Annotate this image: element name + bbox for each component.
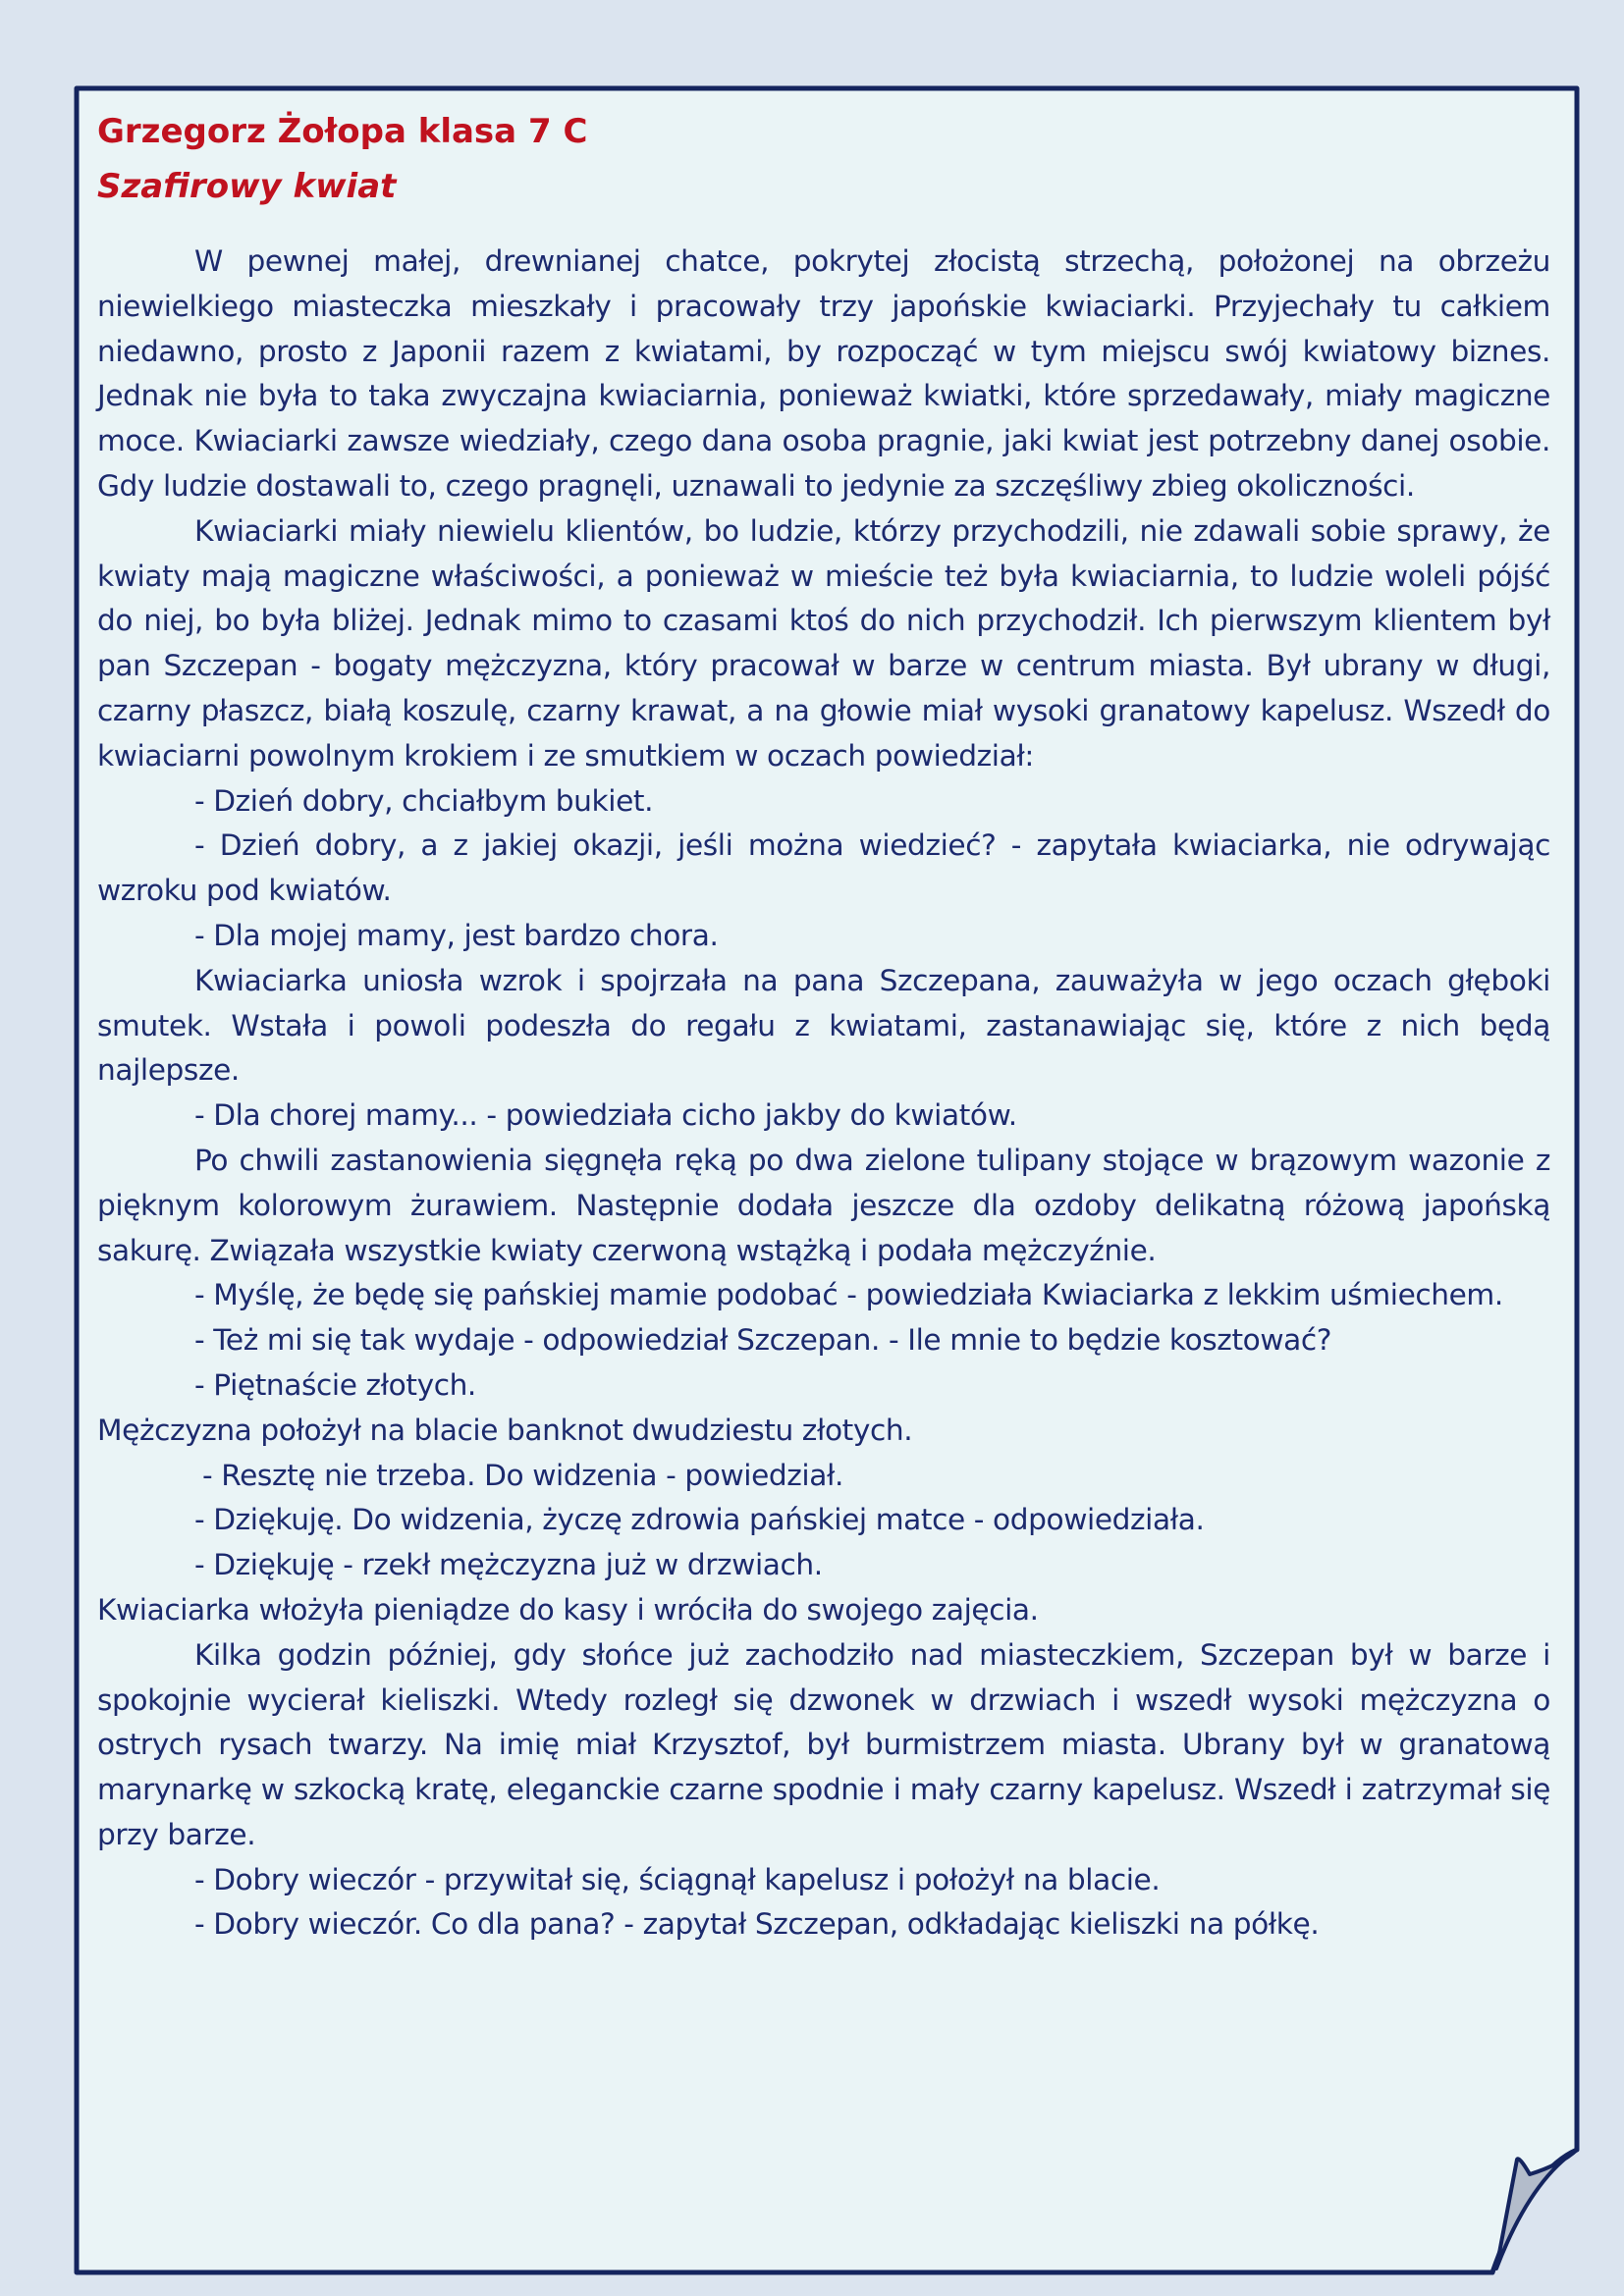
dialogue-line: - Dzień dobry, chciałbym bukiet. [194,783,654,818]
paragraph: Kwiaciarka uniosła wzrok i spojrzała na pana Szczepana, zauważyła w jego oczach głęboki smutek. Wstała i powoli podeszła do regału z kwiatami, zastanawiając się, które z nich będą najlepsze. [97,963,1550,1088]
dialogue-line: - Dobry wieczór - przywitał się, ściągnął kapelusz i położył na blacie. [194,1862,1161,1896]
dialogue-line: - Piętnaście złotych. [194,1367,476,1402]
dialogue-line: - Dziękuję - rzekł mężczyzna już w drzwiach. [194,1548,823,1582]
paragraph: W pewnej małej, drewnianej chatce, pokrytej złocistą strzechą, położonej na obrzeżu niewielkiego miasteczka mieszkały i pracowały trzy japońskie kwiaciarki. Przyjechały tu całkiem niedawno, prosto z Japonii razem z kwiatami, by rozpocząć w tym miejscu swój kwiatowy biznes. Jednak nie była to taka zwyczajna kwiaciarnia, ponieważ kwiatki, które sprzedawały, miały magiczne moce. Kwiaciarki zawsze wiedziały, czego dana osoba pragnie, jaki kwiat jest potrzebny danej osobie. Gdy ludzie dostawali to, czego pragnęli, uznawali to jedynie za szczęśliwy zbieg okoliczności. [97,244,1550,503]
dialogue-line: - Też mi się tak wydaje - odpowiedział Szczepan. - Ile mnie to będzie kosztować? [194,1323,1332,1358]
paragraph: Po chwili zastanowienia sięgnęła ręką po dwa zielone tulipany stojące w brązowym wazonie z pięknym kolorowym żurawiem. Następnie dodała jeszcze dla ozdoby delikatną różową japońską sakurę. Związała wszystkie kwiaty czerwoną wstążką i podała mężczyźnie. [97,1143,1550,1267]
author-line: Grzegorz Żołopa klasa 7 C [97,112,588,151]
paragraph: Kwiaciarka włożyła pieniądze do kasy i wróciła do swojego zajęcia. [97,1592,1039,1627]
dialogue-line: - Myślę, że będę się pańskiej mamie podobać - powiedziała Kwiaciarka z lekkim uśmiechem. [194,1278,1503,1312]
story-title: Szafirowy kwiat [97,167,397,206]
story-body [97,240,1550,1948]
dialogue-line: - Dobry wieczór. Co dla pana? - zapytał Szczepan, odkładając kieliszki na półkę. [194,1907,1320,1942]
dialogue-line: - Dziękuję. Do widzenia, życzę zdrowia pańskiej matce - odpowiedziała. [194,1503,1205,1537]
dialogue-line: - Dla mojej mamy, jest bardzo chora. [194,918,719,952]
paragraph: Mężczyzna położył na blacie banknot dwudziestu złotych. [97,1413,913,1447]
document-content [97,104,1550,1948]
paragraph: Kwiaciarki miały niewielu klientów, bo ludzie, którzy przychodzili, nie zdawali sobie sprawy, że kwiaty mają magiczne właściwości, a ponieważ w mieście też była kwiaciarnia, to ludzie woleli pójść do niej, bo była bliżej. Jednak mimo to czasami ktoś do nich przychodził. Ich pierwszym klientem był pan Szczepan - bogaty mężczyzna, który pracował w barze w centrum miasta. Był ubrany w długi, czarny płaszcz, białą koszulę, czarny krawat, a na głowie miał wysoki granatowy kapelusz. Wszedł do kwiaciarni powolnym krokiem i ze smutkiem w oczach powiedział: [97,513,1550,773]
dialogue-line: - Resztę nie trzeba. Do widzenia - powiedział. [202,1458,844,1492]
paragraph: Kilka godzin później, gdy słońce już zachodziło nad miasteczkiem, Szczepan był w barze i spokojnie wycierał kieliszki. Wtedy rozległ się dzwonek w drzwiach i wszedł wysoki mężczyzna o ostrych rysach twarzy. Na imię miał Krzysztof, był burmistrzem miasta. Ubrany był w granatową marynarkę w szkocką kratę, eleganckie czarne spodnie i mały czarny kapelusz. Wszedł i zatrzymał się przy barze. [97,1637,1550,1851]
dialogue-line: - Dla chorej mamy... - powiedziała cicho jakby do kwiatów. [194,1098,1017,1133]
dialogue-line: - Dzień dobry, a z jakiej okazji, jeśli można wiedzieć? - zapytała kwiaciarka, nie odrywając wzroku pod kwiatów. [97,828,1550,908]
